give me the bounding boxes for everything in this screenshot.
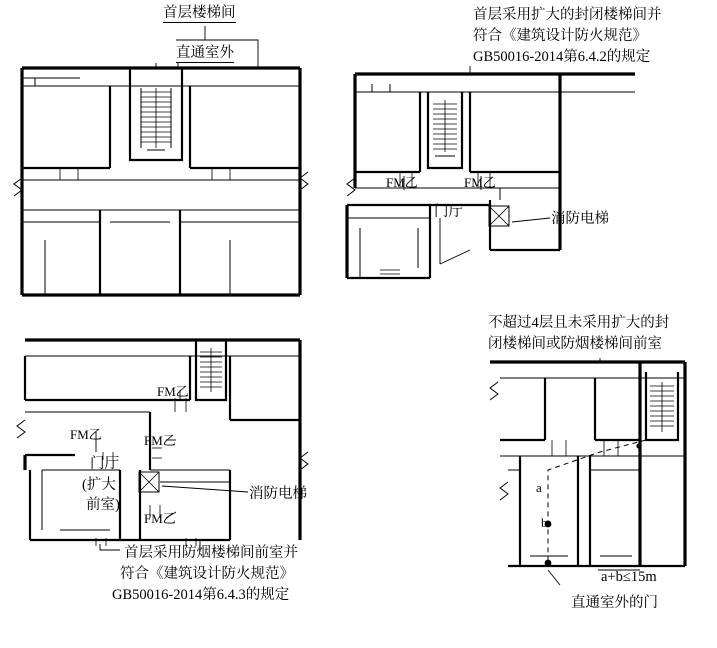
label-fire-elevator: 消防电梯: [551, 211, 609, 227]
label-code-ref-line2: 符合《建筑设计防火规范》: [473, 28, 647, 44]
label-under4-note2: 闭楼梯间或防烟楼梯间前室: [488, 336, 662, 352]
label-door-to-outdoor: 直通室外的门: [571, 595, 658, 611]
label-smokeproof-note1: 首层采用防烟楼梯间前室并: [124, 545, 298, 561]
label-entrance-hall-2: 门厅: [90, 456, 119, 472]
label-fire-elevator-2: 消防电梯: [249, 486, 307, 502]
label-fm-4: FM乙: [70, 427, 102, 442]
label-fm-1: FM乙: [386, 175, 418, 190]
plan-bottom-right: [490, 358, 685, 585]
label-smokeproof-note3: GB50016-2014第6.4.3的规定: [112, 587, 290, 603]
plan-top-left: [14, 26, 308, 295]
label-ground-floor-stairwell: 首层楼梯间: [163, 5, 236, 21]
label-sum-constraint: a+b≤15m: [601, 569, 657, 585]
label-enlarged-enclosed-stair-note: 首层采用扩大的封闭楼梯间并: [473, 7, 662, 23]
plan-top-right: [347, 66, 635, 278]
label-entrance-hall: 门厅: [434, 204, 463, 220]
label-dim-a: a: [536, 480, 542, 495]
label-fm-2: FM乙: [464, 175, 496, 190]
label-dim-b: b: [541, 515, 548, 530]
label-smokeproof-note2: 符合《建筑设计防火规范》: [120, 566, 294, 582]
label-fm-3: FM乙: [157, 384, 189, 399]
label-enlarged-anteroom-line1: (扩大: [82, 477, 116, 493]
label-direct-to-outdoor: 直通室外: [176, 45, 234, 61]
label-code-ref-line3: GB50016-2014第6.4.2的规定: [473, 49, 651, 65]
label-fm-6: FM乙: [144, 511, 176, 526]
label-enlarged-anteroom-line2: 前室): [86, 497, 120, 513]
label-under4-note1: 不超过4层且未采用扩大的封: [488, 315, 670, 331]
label-fm-5: FM乙: [144, 433, 176, 448]
